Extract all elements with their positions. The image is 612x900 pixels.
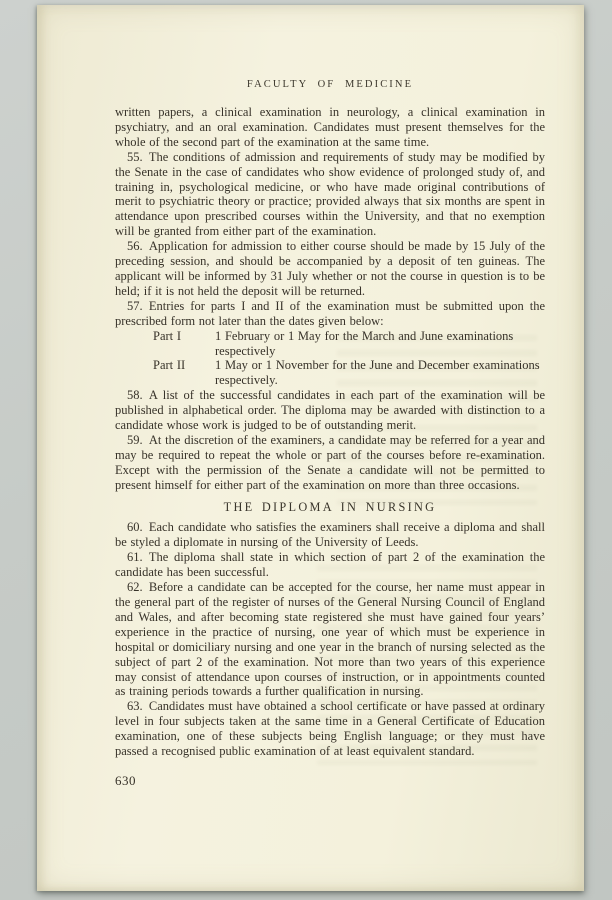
page-number: 630 <box>115 772 136 788</box>
schedule-label-part-2: Part II <box>153 358 186 373</box>
paragraph-62: 62. Before a candidate can be accepted for the course, her name must appear in the general part of the register of nurses of the General Nursing Council of England and Wales, and after becoming state registered she must have gained four years’ experience in the practice of nursing, one year of which must be experience in hospital or domiciliary nursing and one year in the branch of nursing selected as the subject of part 2 of the examination. Not more than two years of this experience may consist of attendance upon courses of instruction, or in appointments counted as training periods towards a further qualification in nursing. <box>115 580 545 699</box>
schedule-text-part-2: 1 May or 1 November for the June and December examinations <box>215 358 540 373</box>
schedule-label-part-1: Part I <box>153 328 182 343</box>
paragraph-63: 63. Candidates must have obtained a school certificate or have passed at ordinary level in four subjects taken at the same time in a General Certificate of Education examination, one of these subjects being English language; or they must have passed a recognised public examination of at least equivalent standard. <box>115 699 545 759</box>
schedule-text-part-1: 1 February or 1 May for the March and June examinations <box>215 328 514 343</box>
section-heading-diploma-in-nursing: THE DIPLOMA IN NURSING <box>223 499 437 514</box>
paragraph-61: 61. The diploma shall state in which section of part 2 of the examination the candidate has been successful. <box>115 550 545 580</box>
schedule-tail-part-2: respectively. <box>215 373 278 388</box>
scanned-book-page <box>37 5 584 891</box>
paragraph-59: 59. At the discretion of the examiners, a candidate may be referred for a year and may be required to repeat the whole or part of the courses before re-examination. Except with the permission of the Senate a candidate will not be permitted to present himself for either part of the examination on more than three occasions. <box>115 432 545 492</box>
schedule-tail-part-1: respectively <box>215 343 276 358</box>
schedule-row-part-1 <box>115 329 545 359</box>
paragraph-58: 58. A list of the successful candidates in each part of the examination will be published in alphabetical order. The diploma may be awarded with distinction to a candidate whose work is judged to be of outstanding merit. <box>115 388 545 433</box>
schedule-row-part-2 <box>115 358 545 388</box>
running-header: FACULTY OF MEDICINE <box>246 79 414 90</box>
paragraph-55: 55. The conditions of admission and requirements of study may be modified by the Senate in the case of candidates who show evidence of prolonged study of, and training in, psychological medicine, or who have made original contributions of merit to psychiatric theory or practice; provided always that six months are spent in attendance upon prescribed courses within the University, and that no exemption will be granted from either part of the examination. <box>115 149 545 239</box>
text-block <box>115 105 545 789</box>
paragraph-continuation: written papers, a clinical examination in neurology, a clinical examination in psychiatry, and an oral examination. Candidates must present themselves for the whole of the second part of the examination at the same time. <box>115 105 545 149</box>
paragraph-56: 56. Application for admission to either course should be made by 15 July of the preceding session, and should be accompanied by a deposit of ten guineas. The applicant will be informed by 31 July whether or not the course in question is to be held; if it is not held the deposit will be returned. <box>115 239 545 298</box>
paragraph-60: 60. Each candidate who satisfies the examiners shall receive a diploma and shall be styled a diplomate in nursing of the University of Leeds. <box>115 520 545 550</box>
paragraph-57: 57. Entries for parts I and II of the examination must be submitted upon the prescribed form not later than the dates given below: <box>115 298 545 328</box>
